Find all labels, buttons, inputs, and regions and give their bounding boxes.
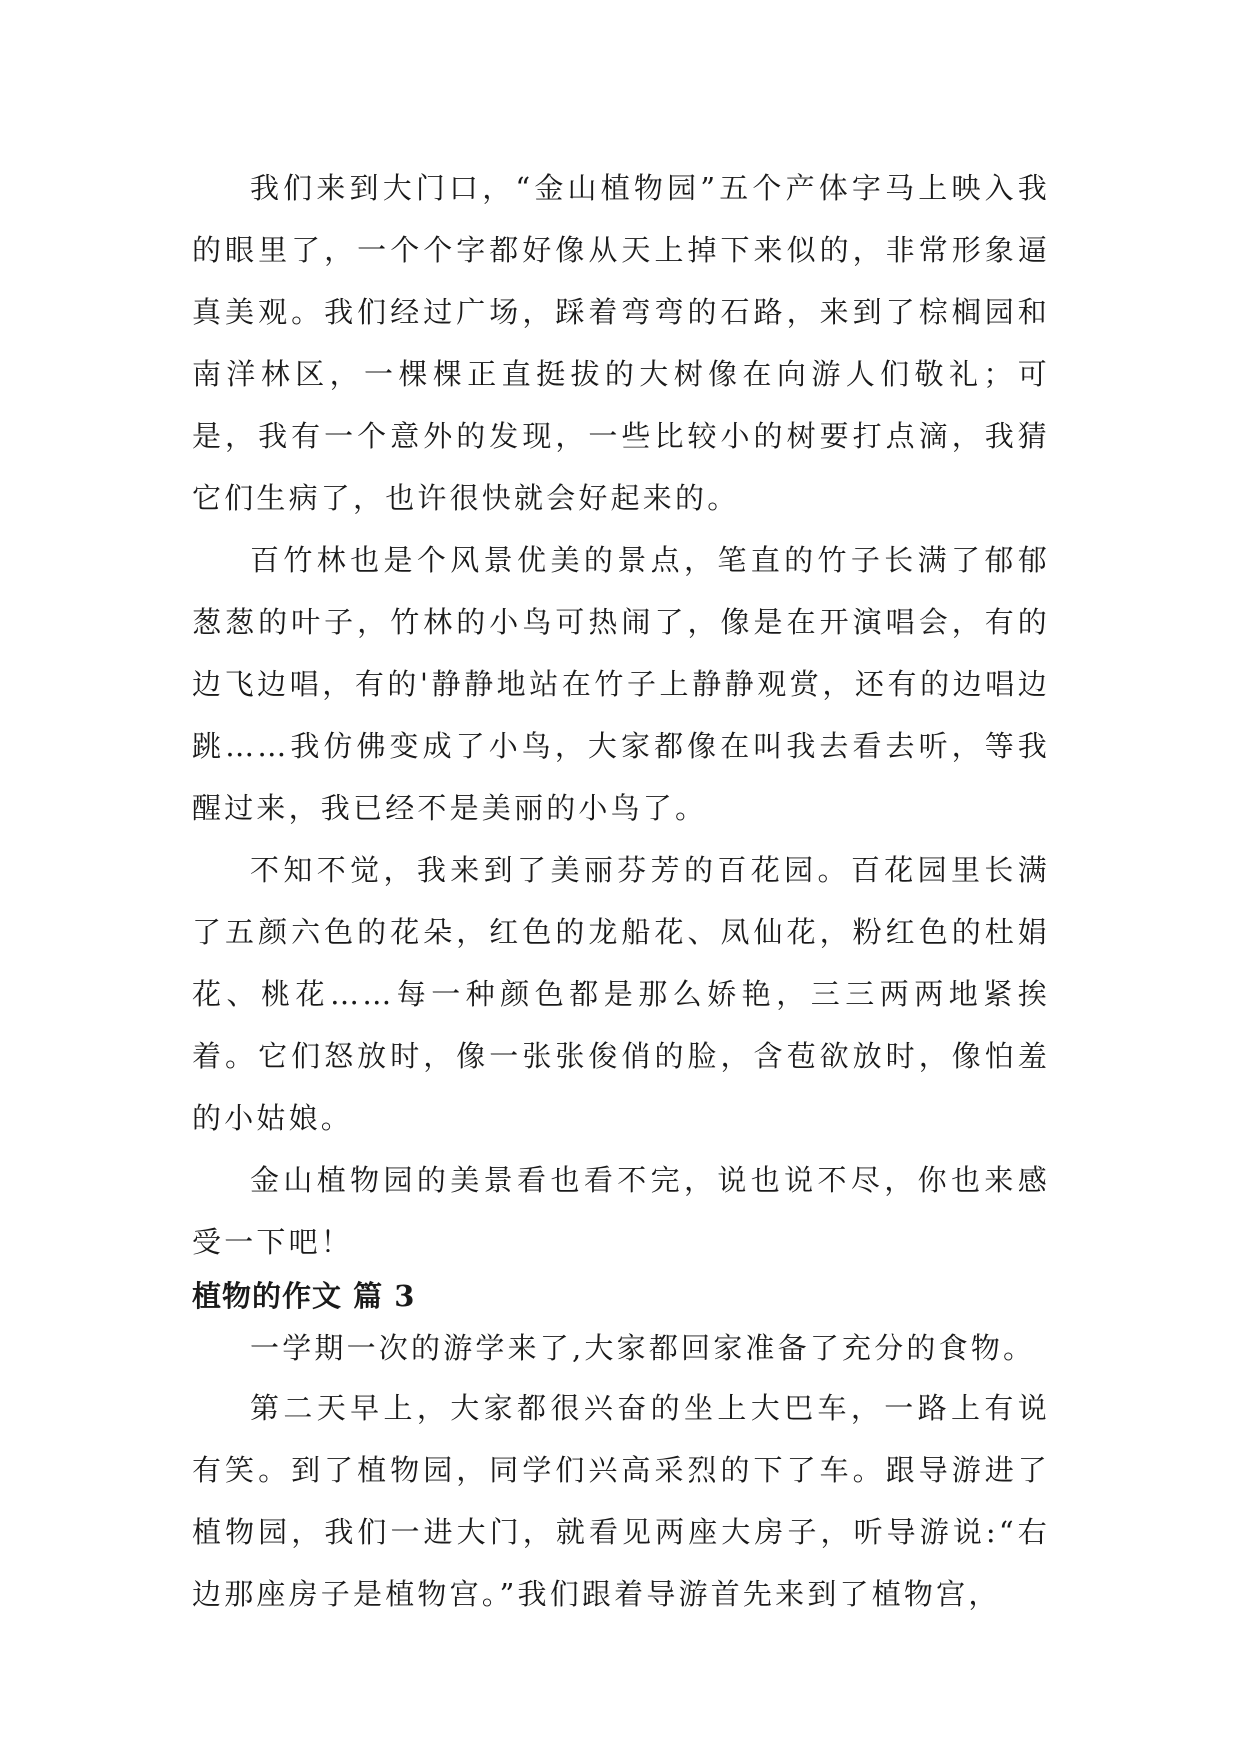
section-heading: 植物的作文 篇 3 [192,1279,416,1313]
paragraph-next-day: 第二天早上，大家都很兴奋的坐上大巴车，一路上有说有笑。到了植物园，同学们兴高采烈的下了车。跟导游进了植物园，我们一进大门，就看见两座大房子，听导游说:“右边那座房子是植物宫。”我们跟着导游首先来到了植物宫， [192,1391,1050,1611]
paragraph-bamboo-forest: 百竹林也是个风景优美的景点，笔直的竹子长满了郁郁葱葱的叶子，竹林的小鸟可热闹了，像是在开演唱会，有的边飞边唱，有的'静静地站在竹子上静静观赏，还有的边唱边跳……我仿佛变成了小鸟，大家都像在叫我去看去听，等我醒过来，我已经不是美丽的小鸟了。 [192,543,1050,825]
document-page [192,157,1050,1625]
paragraph-flower-garden: 不知不觉，我来到了美丽芬芳的百花园。百花园里长满了五颜六色的花朵，红色的龙船花、凤仙花，粉红色的杜娟花、桃花……每一种颜色都是那么娇艳，三三两两地紧挨着。它们怒放时，像一张张俊俏的脸，含苞欲放时，像怕羞的小姑娘。 [192,853,1050,1135]
paragraph-entrance: 我们来到大门口，“金山植物园”五个产体字马上映入我的眼里了，一个个字都好像从天上掉下来似的，非常形象逼真美观。我们经过广场，踩着弯弯的石路，来到了棕榈园和南洋林区，一棵棵正直挺拔的大树像在向游人们敬礼；可是，我有一个意外的发现，一些比较小的树要打点滴，我猜它们生病了，也许很快就会好起来的。 [192,171,1050,515]
paragraph-study-trip: 一学期一次的游学来了,大家都回家准备了充分的食物。 [250,1331,1036,1365]
paragraph-conclusion: 金山植物园的美景看也看不完，说也说不尽，你也来感受一下吧！ [192,1163,1050,1259]
